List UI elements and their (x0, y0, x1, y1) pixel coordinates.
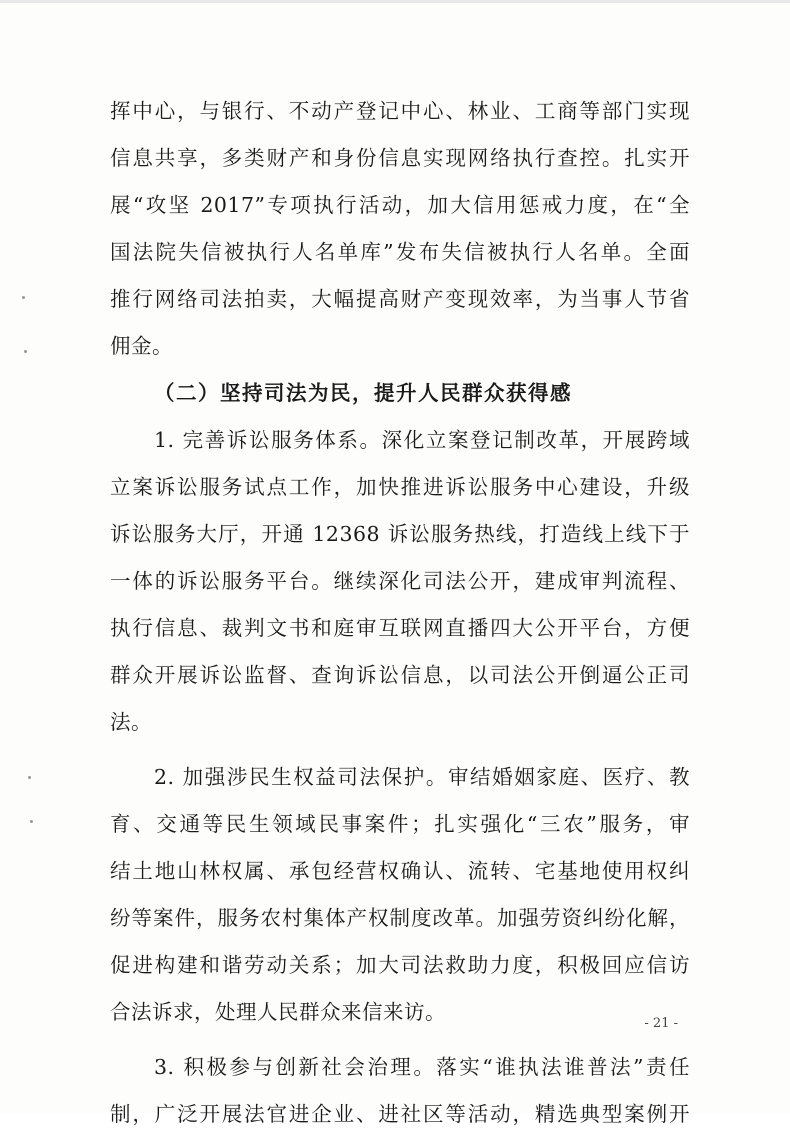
paragraph-social-governance (110, 1044, 690, 1138)
text-line: 立案诉讼服务试点工作，加快推进诉讼服务中心建设，升级 (110, 475, 690, 499)
text-line: 育、交通等民生领域民事案件；扎实强化“三农”服务，审 (110, 812, 690, 836)
text-line: 群众开展诉讼监督、查询诉讼信息，以司法公开倒逼公正司 (110, 663, 690, 687)
text-line: 促进构建和谐劳动关系；加大司法救助力度，积极回应信访 (110, 953, 690, 977)
text-line: 佣金。 (110, 334, 173, 358)
text-line: 诉讼服务大厅，开通 12368 诉讼服务热线，打造线上线下于 (110, 522, 690, 546)
text-line: 展“攻坚 2017”专项执行活动，加大信用惩戒力度，在“全 (110, 193, 690, 217)
text-line: 法。 (110, 710, 152, 734)
paragraph-livelihood-protection (110, 754, 690, 1036)
text-line: 推行网络司法拍卖，大幅提高财产变现效率，为当事人节省 (110, 287, 690, 311)
text-line: 2. 加强涉民生权益司法保护。审结婚姻家庭、医疗、教 (154, 765, 690, 789)
document-body (110, 88, 690, 1138)
text-line: 1. 完善诉讼服务体系。深化立案登记制改革，开展跨域 (154, 428, 690, 452)
page-number: - 21 - (644, 1016, 678, 1031)
text-line: 制，广泛开展法官进企业、进社区等活动，精选典型案例开 (110, 1102, 690, 1126)
text-line: 信息共享，多类财产和身份信息实现网络执行查控。扎实开 (110, 146, 690, 170)
paragraph-intro (110, 88, 690, 370)
scan-speck (22, 296, 25, 299)
paragraph-litigation-service (110, 417, 690, 746)
text-line: 合法诉求，处理人民群众来信来访。 (110, 1000, 446, 1024)
text-line: 执行信息、裁判文书和庭审互联网直播四大公开平台，方便 (110, 616, 690, 640)
text-line: 3. 积极参与创新社会治理。落实“谁执法谁普法”责任 (154, 1055, 690, 1079)
text-line: 纷等案件，服务农村集体产权制度改革。加强劳资纠纷化解， (110, 906, 690, 930)
text-line: 结土地山林权属、承包经营权确认、流转、宅基地使用权纠 (110, 859, 690, 883)
text-line: 国法院失信被执行人名单库”发布失信被执行人名单。全面 (110, 240, 690, 264)
scan-speck (28, 776, 31, 779)
text-line: 一体的诉讼服务平台。继续深化司法公开，建成审判流程、 (110, 569, 690, 593)
scan-edge (0, 0, 790, 3)
scan-speck (30, 820, 33, 823)
scan-speck (24, 350, 27, 353)
section-heading: （二）坚持司法为民，提升人民群众获得感 (154, 381, 572, 405)
text-line: 挥中心，与银行、不动产登记中心、林业、工商等部门实现 (110, 99, 690, 123)
